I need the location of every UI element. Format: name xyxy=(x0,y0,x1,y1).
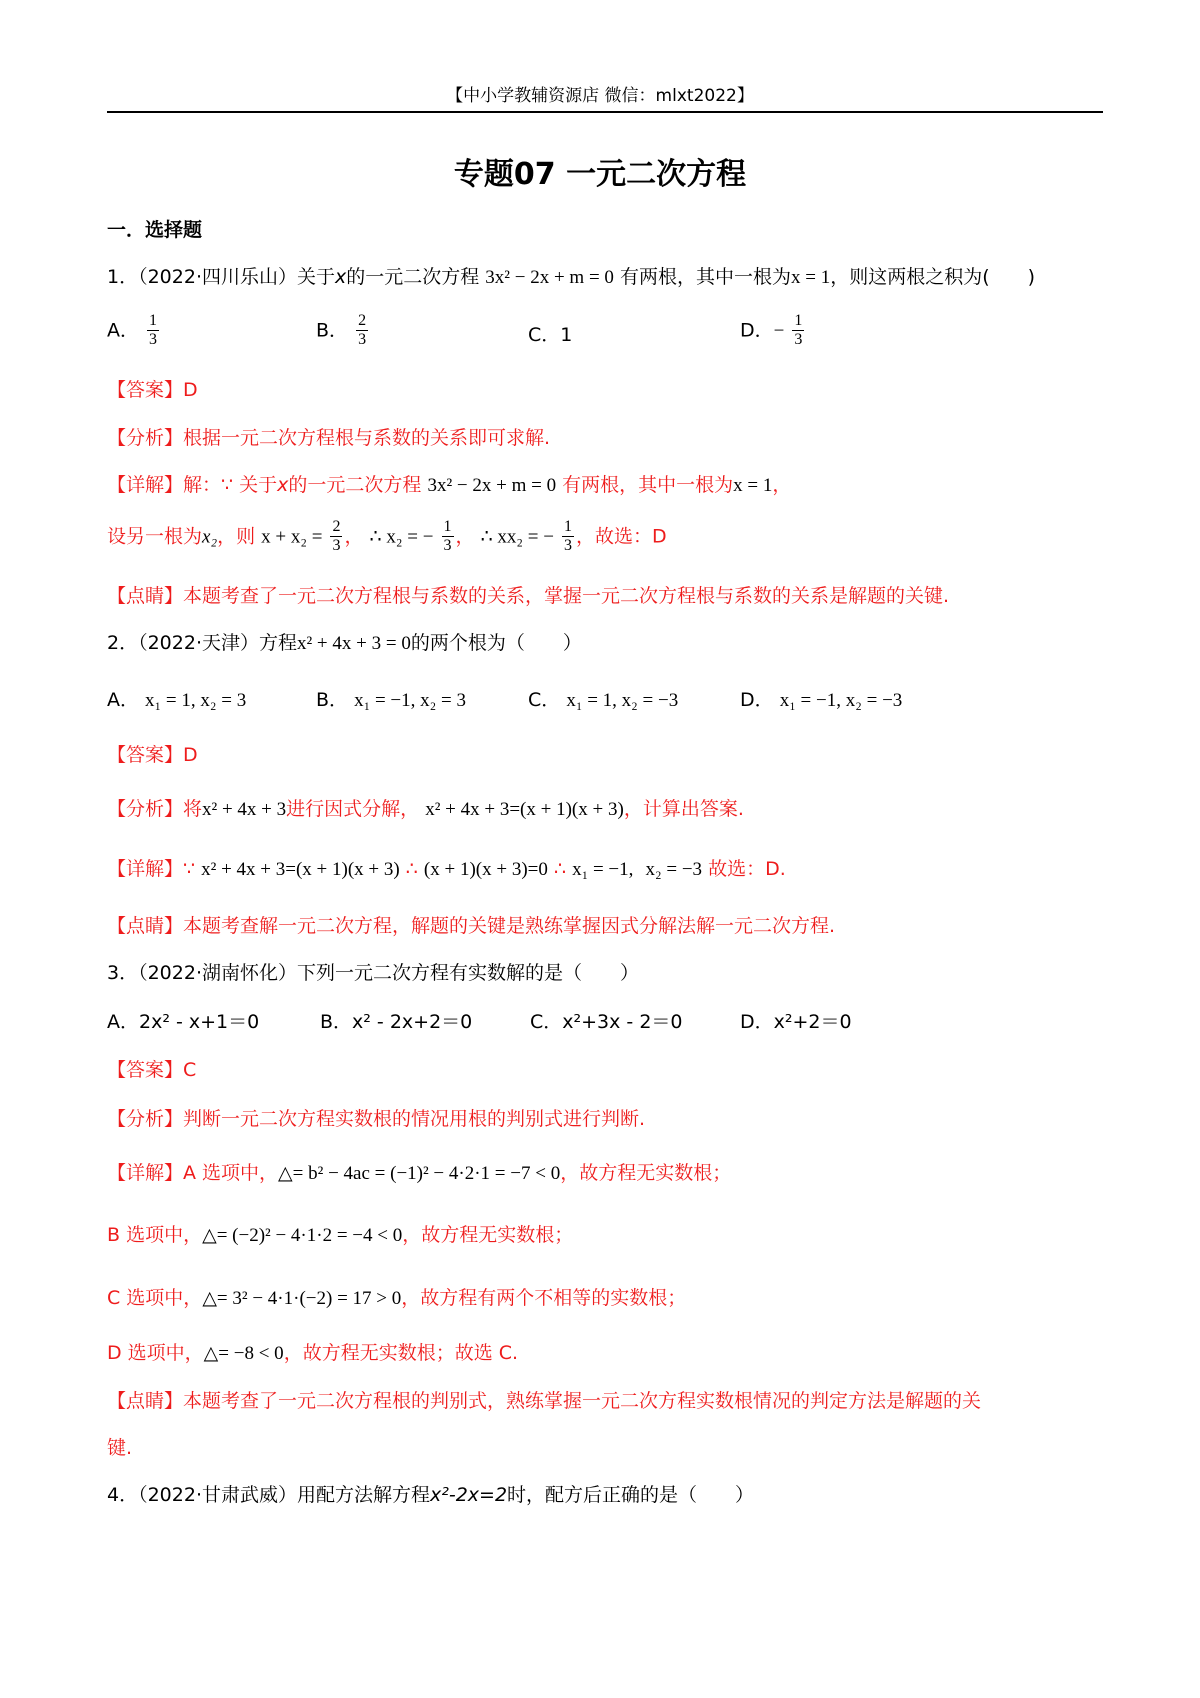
q2-option-c: C． x₁ = 1, x₂ = −3 xyxy=(528,689,679,711)
q3-option-b: B．x² - 2x+2＝0 xyxy=(320,1011,473,1033)
q1-comment: 【点睛】本题考查了一元二次方程根与系数的关系，掌握一元二次方程根与系数的关系是解题的关键. xyxy=(107,585,950,607)
q3-comment-line1: 【点睛】本题考查了一元二次方程根的判别式，熟练掌握一元二次方程实数根情况的判定方法是解题的关 xyxy=(107,1390,982,1412)
q3-detail-d: D 选项中，△= −8 < 0，故方程无实数根；故选 C. xyxy=(107,1342,519,1364)
q2-answer: 【答案】D xyxy=(107,744,198,766)
q1-analysis: 【分析】根据一元二次方程根与系数的关系即可求解. xyxy=(107,427,551,449)
section-heading: 一．选择题 xyxy=(107,219,203,241)
q3-answer: 【答案】C xyxy=(107,1059,197,1081)
q2-option-a: A． x₁ = 1, x₂ = 3 xyxy=(107,689,247,711)
q1-stem: 1．（2022·四川乐山）关于x的一元二次方程 3x² − 2x + m = 0 有两根，其中一根为x = 1，则这两根之积为( ) xyxy=(107,266,1036,288)
q2-option-d: D． x₁ = −1, x₂ = −3 xyxy=(740,689,903,711)
q3-detail-c: C 选项中，△= 3² − 4·1·(−2) = 17 > 0，故方程有两个不相等的实数根； xyxy=(107,1287,687,1309)
q4-stem: 4．（2022·甘肃武威）用配方法解方程x²-2x=2时，配方后正确的是（ ） xyxy=(107,1484,755,1506)
q1-equation: 3x² − 2x + m = 0 xyxy=(485,267,614,288)
q1-detail-line2: 设另一根为x₂，则 x + x₂ = $\frac{2}{3}$ ， ∴ x₂ = − $\frac{1}{3}$ ， ∴ xx₂ = − $\frac{1}{3}$ ，故选：D xyxy=(107,518,667,555)
q3-option-d: D．x²+2＝0 xyxy=(740,1011,852,1033)
q2-detail: 【详解】∵ x² + 4x + 3=(x + 1)(x + 3) ∴ (x + 1)(x + 3)=0 ∴ x₁ = −1, x₂ = −3 故选：D. xyxy=(107,858,786,880)
q2-analysis: 【分析】将x² + 4x + 3进行因式分解， x² + 4x + 3=(x + 1)(x + 3)，计算出答案. xyxy=(107,798,744,820)
q3-comment-line2: 键. xyxy=(107,1437,133,1459)
q1-option-c: C．1 xyxy=(528,324,573,346)
q3-option-c: C．x²+3x - 2＝0 xyxy=(530,1011,683,1033)
q2-stem: 2．（2022·天津）方程x² + 4x + 3 = 0的两个根为（ ） xyxy=(107,632,582,654)
page-header: 【中小学教辅资源店 微信：mlxt2022】 xyxy=(446,86,754,106)
q3-stem: 3．（2022·湖南怀化）下列一元二次方程有实数解的是（ ） xyxy=(107,962,639,984)
q3-detail-b: B 选项中，△= (−2)² − 4·1·2 = −4 < 0，故方程无实数根； xyxy=(107,1224,574,1246)
q2-comment: 【点睛】本题考查解一元二次方程，解题的关键是熟练掌握因式分解法解一元二次方程. xyxy=(107,915,836,937)
q3-option-a: A．2x² - x+1＝0 xyxy=(107,1011,260,1033)
q1-answer: 【答案】D xyxy=(107,379,198,401)
q1-option-b: B． $\frac{2}{3}$ xyxy=(316,312,367,349)
q2-option-b: B． x₁ = −1, x₂ = 3 xyxy=(316,689,466,711)
page-title: 专题07 一元二次方程 xyxy=(453,157,747,192)
q3-analysis: 【分析】判断一元二次方程实数根的情况用根的判别式进行判断. xyxy=(107,1108,646,1130)
q1-detail: 【详解】解：∵ 关于x的一元二次方程 3x² − 2x + m = 0 有两根，其中一根为x = 1， xyxy=(107,474,792,496)
q3-detail-a: 【详解】A 选项中，△= b² − 4ac = (−1)² − 4·2·1 = −7 < 0，故方程无实数根； xyxy=(107,1162,732,1184)
q1-option-d: D．− $\frac{1}{3}$ xyxy=(740,312,803,349)
q1-option-a: A． $\frac{1}{3}$ xyxy=(107,312,158,349)
header-rule xyxy=(107,111,1103,113)
